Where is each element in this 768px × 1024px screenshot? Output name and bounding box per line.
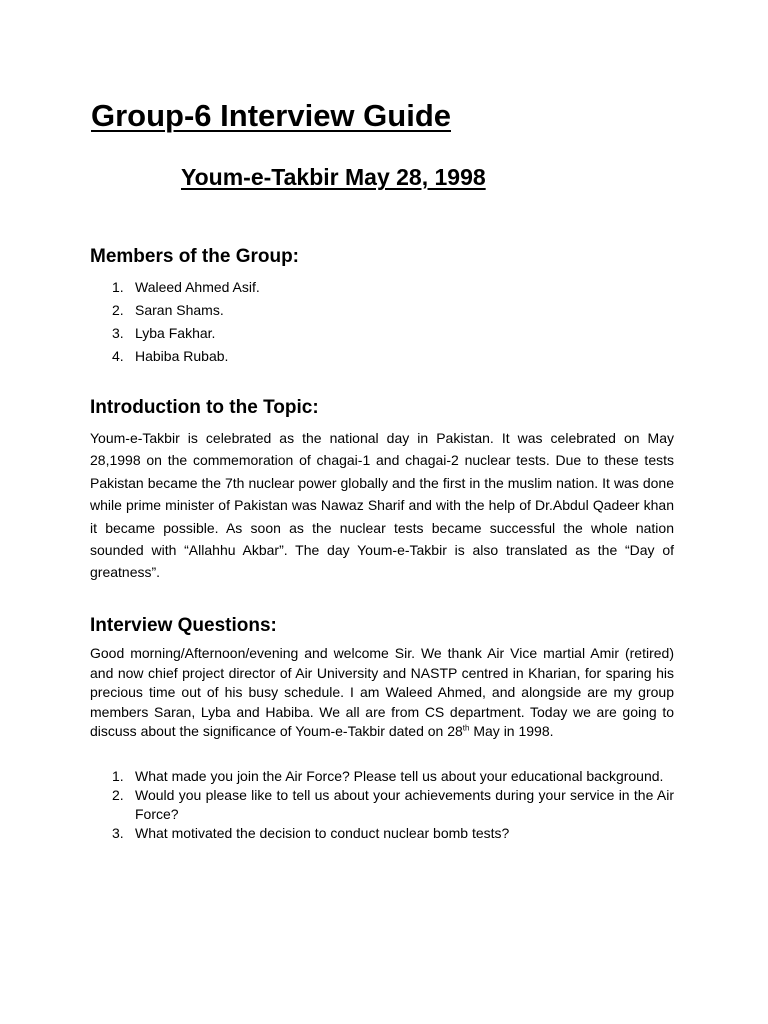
- list-item: [112, 345, 260, 368]
- members-list: [112, 276, 260, 368]
- document-subtitle: Youm-e-Takbir May 28, 1998: [181, 164, 486, 190]
- members-heading: Members of the Group:: [90, 246, 300, 267]
- introduction-paragraph: Youm-e-Takbir is celebrated as the national day in Pakistan. It was celebrated on May 28,1998 on the commemoration of chagai-1 and chagai-2 nuclear tests. Due to these tests Pakistan became the 7th nuclear power globally and the first in the muslim nation. It was done while prime minister of Pakistan was Nawaz Sharif and with the help of Dr.Abdul Qadeer khan it became possible. As soon as the nuclear tests became successful the whole nation sounded with “Allahhu Akbar”. The day Youm-e-Takbir is also translated as the “Day of greatness”.: [90, 430, 674, 581]
- question-text: What motivated the decision to conduct nuclear bomb tests?: [135, 825, 510, 841]
- greeting-text-end: May in 1998.: [469, 723, 554, 740]
- list-number: 1.: [112, 279, 124, 295]
- question-text: What made you join the Air Force? Please tell us about your educational background.: [135, 768, 664, 784]
- list-item: [112, 299, 260, 322]
- document-title: Group-6 Interview Guide: [91, 98, 451, 133]
- list-item: [112, 824, 674, 843]
- list-number: 3.: [112, 325, 124, 341]
- list-item: [112, 767, 674, 786]
- introduction-heading: Introduction to the Topic:: [90, 397, 319, 418]
- member-name: Waleed Ahmed Asif.: [135, 279, 260, 295]
- list-number: 2.: [112, 787, 124, 803]
- list-item: [112, 786, 674, 824]
- list-item: [112, 276, 260, 299]
- questions-list: [112, 767, 674, 843]
- list-number: 1.: [112, 768, 124, 784]
- interview-questions-heading: Interview Questions:: [90, 615, 277, 636]
- list-item: [112, 322, 260, 345]
- greeting-text: Good morning/Afternoon/evening and welcome Sir. We thank Air Vice martial Amir (retired) and now chief project director of Air University and NASTP centred in Kharian, for sparing his precious time out of his busy schedule. I am Waleed Ahmed, and alongside are my group members Saran, Lyba and Habiba. We all are from CS department. Today we are going to discuss about the significance of Youm-e-Takbir dated on 28: [90, 645, 674, 740]
- list-number: 2.: [112, 302, 124, 318]
- member-name: Saran Shams.: [135, 302, 224, 318]
- list-number: 3.: [112, 825, 124, 841]
- ordinal-suffix: th: [462, 723, 470, 733]
- member-name: Lyba Fakhar.: [135, 325, 216, 341]
- member-name: Habiba Rubab.: [135, 348, 229, 364]
- list-number: 4.: [112, 348, 124, 364]
- question-text: Would you please like to tell us about your achievements during your service in the Air Force?: [135, 787, 674, 822]
- greeting-paragraph: [90, 644, 674, 742]
